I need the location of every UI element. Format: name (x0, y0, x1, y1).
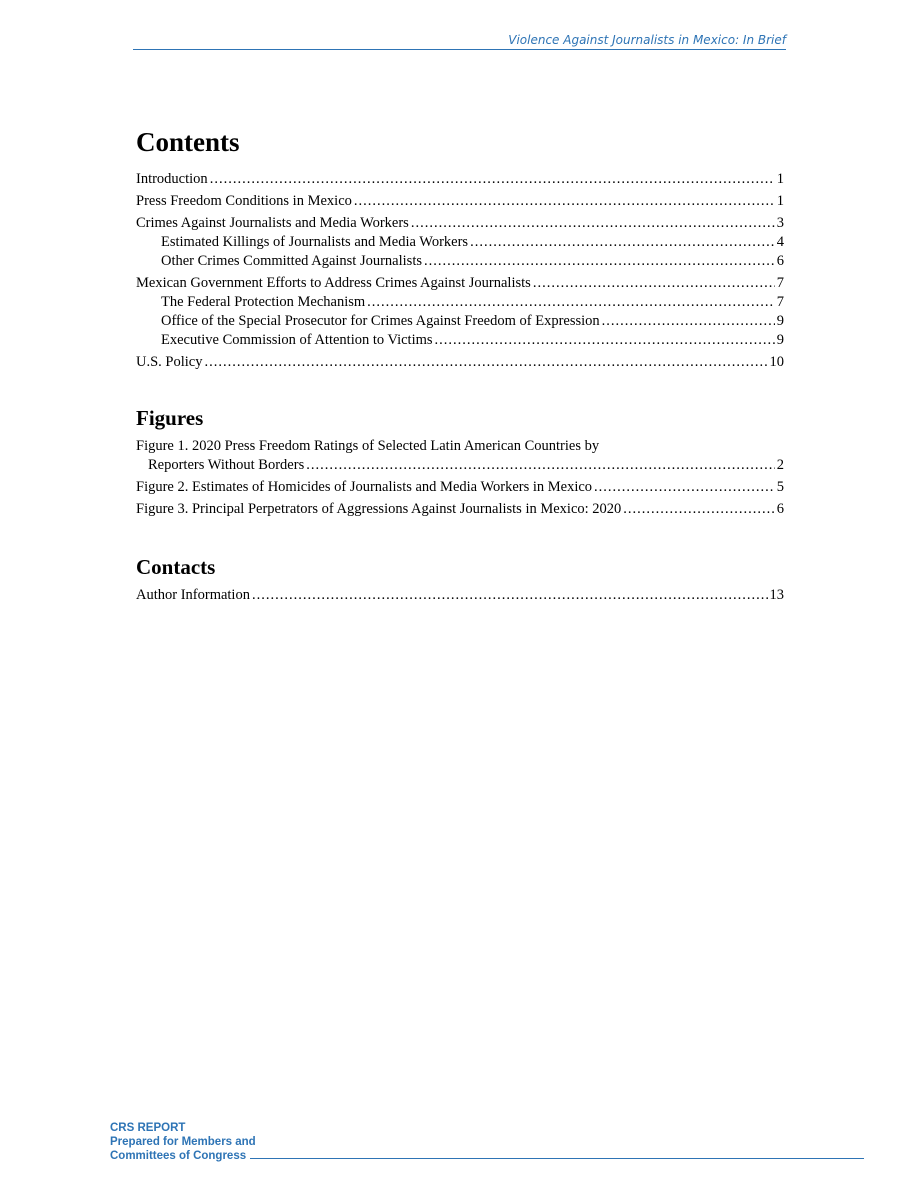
toc-entry-figure-2[interactable] (136, 478, 784, 497)
toc-entry-label: Figure 3. Principal Perpetrators of Aggressions Against Journalists in Mexico: 2020 (136, 501, 622, 517)
toc-entry-page: 13 (769, 587, 784, 603)
footer-crs-report: CRS REPORT (110, 1122, 186, 1134)
toc-entry-label: U.S. Policy (136, 354, 203, 370)
toc-entry-estimated-killings[interactable] (136, 233, 784, 252)
toc-entry-crimes-against-journalists[interactable] (136, 214, 784, 233)
toc-leader-dots (594, 478, 775, 497)
toc-leader-dots (470, 233, 775, 252)
toc-entry-label: Reporters Without Borders (148, 457, 305, 473)
toc-entry-label: Executive Commission of Attention to Victims (161, 332, 433, 348)
figures-list (136, 437, 784, 519)
toc-entry-page: 5 (776, 479, 784, 495)
contents-list (136, 170, 784, 372)
toc-entry-introduction[interactable] (136, 170, 784, 189)
toc-entry-label: Crimes Against Journalists and Media Workers (136, 215, 409, 231)
toc-entry-label: The Federal Protection Mechanism (161, 294, 366, 310)
toc-entry-label: Introduction (136, 171, 208, 187)
toc-entry-figure-1[interactable] (136, 437, 784, 475)
toc-entry-label: Office of the Special Prosecutor for Crimes Against Freedom of Expression (161, 313, 600, 329)
toc-leader-dots (623, 500, 774, 519)
toc-leader-dots (411, 214, 775, 233)
toc-entry-page: 1 (776, 171, 784, 187)
footer-committees: Committees of Congress (110, 1150, 247, 1162)
toc-leader-dots (354, 192, 775, 211)
toc-entry-label: Figure 2. Estimates of Homicides of Journalists and Media Workers in Mexico (136, 479, 593, 495)
toc-entry-label-line1: Figure 1. 2020 Press Freedom Ratings of Selected Latin American Countries by (136, 438, 600, 454)
toc-leader-dots (252, 586, 768, 605)
toc-entry-page: 7 (776, 275, 784, 291)
toc-entry-figure-3[interactable] (136, 500, 784, 519)
toc-leader-dots (210, 170, 775, 189)
contacts-list (136, 586, 784, 605)
toc-entry-continuation (136, 456, 784, 475)
toc-entry-executive-commission[interactable] (136, 331, 784, 350)
toc-leader-dots (602, 312, 775, 331)
table-of-contents (136, 126, 784, 605)
contents-heading: Contents (136, 127, 240, 157)
toc-entry-label: Estimated Killings of Journalists and Media Workers (161, 234, 469, 250)
toc-entry-label: Other Crimes Committed Against Journalists (161, 253, 422, 269)
toc-entry-page: 2 (776, 457, 784, 473)
crs-report-footer (110, 1121, 864, 1163)
toc-leader-dots (435, 331, 775, 350)
toc-entry-federal-protection-mechanism[interactable] (136, 293, 784, 312)
figures-heading: Figures (136, 406, 204, 430)
toc-entry-page: 6 (776, 253, 784, 269)
footer-last-row (110, 1149, 864, 1163)
contacts-heading: Contacts (136, 555, 216, 579)
toc-entry-page: 10 (769, 354, 784, 370)
toc-entry-government-efforts[interactable] (136, 274, 784, 293)
footer-prepared-for: Prepared for Members and (110, 1136, 256, 1148)
toc-entry-page: 9 (776, 332, 784, 348)
toc-entry-page: 6 (776, 501, 784, 517)
toc-leader-dots (533, 274, 775, 293)
toc-leader-dots (367, 293, 775, 312)
toc-entry-label: Author Information (136, 587, 250, 603)
running-title: Violence Against Journalists in Mexico: In Brief (508, 33, 786, 47)
footer-rule (250, 1158, 864, 1159)
toc-entry-page: 9 (776, 313, 784, 329)
toc-entry-page: 3 (776, 215, 784, 231)
toc-entry-page: 7 (776, 294, 784, 310)
toc-entry-us-policy[interactable] (136, 353, 784, 372)
running-header (133, 32, 786, 50)
toc-entry-page: 4 (776, 234, 784, 250)
toc-entry-label: Mexican Government Efforts to Address Crimes Against Journalists (136, 275, 531, 291)
toc-leader-dots (204, 353, 767, 372)
toc-entry-page: 1 (776, 193, 784, 209)
toc-entry-other-crimes[interactable] (136, 252, 784, 271)
toc-leader-dots (306, 456, 775, 475)
toc-entry-special-prosecutor[interactable] (136, 312, 784, 331)
toc-entry-press-freedom-conditions[interactable] (136, 192, 784, 211)
toc-leader-dots (424, 252, 775, 271)
toc-entry-label: Press Freedom Conditions in Mexico (136, 193, 352, 209)
toc-entry-author-information[interactable] (136, 586, 784, 605)
